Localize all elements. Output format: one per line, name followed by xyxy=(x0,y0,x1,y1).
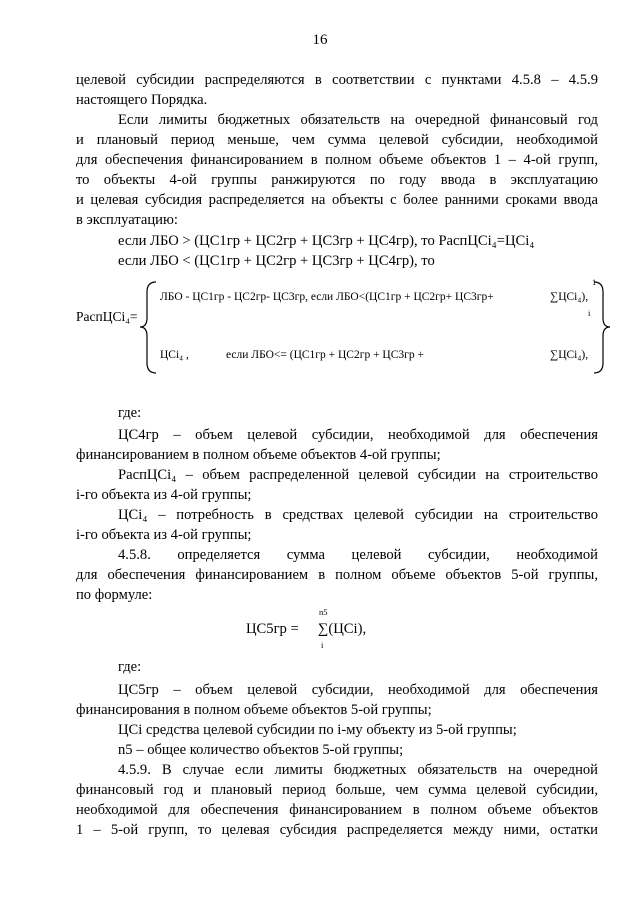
condition-line: если ЛБО < (ЦС1гр + ЦС2гр + ЦС3гр + ЦС4гр), то xyxy=(118,253,435,269)
formula-row2-condition: если ЛБО<= (ЦС1гр + ЦС2гр + ЦС3гр + xyxy=(226,349,424,361)
definition-line: финансирования в полном объеме объектов 5-ой группы; xyxy=(76,702,432,718)
definition-line: ЦС4гр – объем целевой субсидии, необходимой для обеспечения xyxy=(118,427,598,443)
definition-line: ЦСi₄ – потребность в средствах целевой субсидии на строительство xyxy=(118,507,598,523)
where-label: где: xyxy=(118,405,142,421)
formula2-lower-limit: i xyxy=(321,640,324,650)
paragraph-line: настоящего Порядка. xyxy=(76,92,208,108)
definition-line: n5 – общее количество объектов 5-ой группы; xyxy=(118,742,404,758)
definition-line: i-го объекта из 4-ой группы; xyxy=(76,527,252,543)
definition-line: РаспЦСi₄ – объем распределенной целевой субсидии на строительство xyxy=(118,467,598,483)
page-number: 16 xyxy=(312,32,328,48)
paragraph-line: по формуле: xyxy=(76,587,153,603)
paragraph-line: целевой субсидии распределяются в соответствии с пунктами 4.5.8 – 4.5.9 xyxy=(76,72,598,88)
paragraph-line: в эксплуатацию: xyxy=(76,212,178,228)
formula-lhs: РаспЦСi₄= xyxy=(76,309,138,324)
paragraph-line: для обеспечения финансированием в полном объеме объектов 1 – 4-ой групп, xyxy=(76,152,598,168)
definition-line: финансированием в полном объеме объектов 4-ой группы; xyxy=(76,447,441,463)
paragraph-line: финансовый год и плановый период больше, чем сумма целевой субсидии, xyxy=(76,782,598,798)
condition-line: если ЛБО > (ЦС1гр + ЦС2гр + ЦС3гр + ЦС4гр), то РаспЦСi₄=ЦСi₄ xyxy=(118,233,535,249)
formula2-upper-limit: n5 xyxy=(319,607,328,617)
right-brace-icon xyxy=(590,280,612,375)
paragraph-line: 4.5.9. В случае если лимиты бюджетных обязательств на очередной xyxy=(118,762,598,778)
formula2-sum: ∑(ЦСi), xyxy=(318,621,367,637)
formula-row2-value: ЦСi₄ , xyxy=(160,349,189,361)
paragraph-line: и целевая субсидия распределяется на объекты с более ранними сроками ввода xyxy=(76,192,598,208)
left-brace-icon xyxy=(138,280,160,375)
formula-row1-text: ЛБО - ЦС1гр - ЦС2гр- ЦС3гр, если ЛБО<(ЦС1гр + ЦС2гр+ ЦС3гр+ xyxy=(160,291,494,303)
definition-line: ЦСi средства целевой субсидии по i-му объекту из 5-ой группы; xyxy=(118,722,517,738)
definition-line: ЦС5гр – объем целевой субсидии, необходимой для обеспечения xyxy=(118,682,598,698)
where-label: где: xyxy=(118,659,142,675)
formula-row1-lower-limit: i xyxy=(588,308,591,318)
formula-row1-sum: ∑ЦСi₄), xyxy=(550,291,589,303)
formula-row1-upper-limit: 1 xyxy=(592,277,597,287)
paragraph-line: то объекты 4-ой группы ранжируются по году ввода в эксплуатацию xyxy=(76,172,598,188)
paragraph-line: 4.5.8. определяется сумма целевой субсидии, необходимой xyxy=(118,547,598,563)
paragraph-line: 1 – 5-ой групп, то целевая субсидия распределяется между ними, остатки xyxy=(76,822,598,838)
formula2-lhs: ЦС5гр = xyxy=(246,621,299,637)
definition-line: i-го объекта из 4-ой группы; xyxy=(76,487,252,503)
formula-row2-sum: ∑ЦСi₄), xyxy=(550,349,589,361)
paragraph-line: Если лимиты бюджетных обязательств на очередной финансовый год xyxy=(118,112,598,128)
paragraph-line: необходимой для обеспечения финансированием в полном объеме объектов xyxy=(76,802,598,818)
paragraph-line: и плановый период меньше, чем сумма целевой субсидии, необходимой xyxy=(76,132,598,148)
paragraph-line: для обеспечения финансированием в полном объеме объектов 5-ой группы, xyxy=(76,567,598,583)
